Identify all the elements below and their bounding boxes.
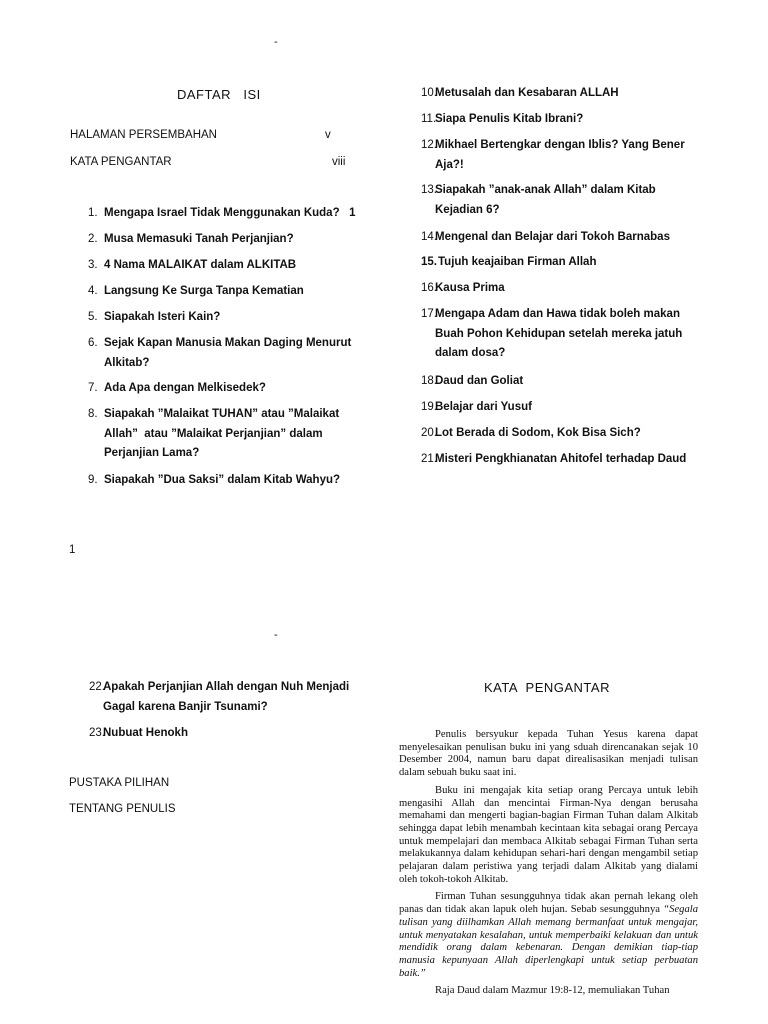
front-matter-entry[interactable] xyxy=(70,156,172,168)
foreword-paragraph: Penulis bersyukur kepada Tuhan Yesus karena dapat menyelesaikan penulisan buku ini yang sduah direncanakan sejak 10 Desember 2004, namun baru dapat direalisasikan menjadi tulisan dalam sebuah buku saat ini. xyxy=(399,729,698,779)
toc-item-number: 1. xyxy=(88,207,98,219)
toc-item-title-line: Mikhael Bertengkar dengan Iblis? Yang Bener xyxy=(435,139,685,151)
toc-item-number: 22. xyxy=(89,681,105,693)
toc-item-title: Langsung Ke Surga Tanpa Kematian xyxy=(104,285,304,297)
toc-item-number: 10. xyxy=(421,87,437,99)
toc-item-title: Siapakah ”Dua Saksi” dalam Kitab Wahyu? xyxy=(104,474,341,486)
toc-item-title: Ada Apa dengan Melkisedek? xyxy=(104,382,266,394)
page1-dash: - xyxy=(274,36,278,48)
foreword-paragraph: Raja Daud dalam Mazmur 19:8-12, memuliakan Tuhan xyxy=(435,985,670,997)
back-matter-entry[interactable]: TENTANG PENULIS xyxy=(69,803,176,815)
foreword-paragraph: Buku ini mengajak kita setiap orang Percaya untuk lebih mengasihi Allah dan mencintai Firman-Nya dengan berusaha memahami dan mengerti bagian-bagian Firman Tuhan dalam Alkitab sehingga dapat lebih menambah kecintaan kita sebagai orang Percaya untuk mempelajari dan membaca Alkitab sebagai Firman Tuhan serta melakukannya dalam kehidupan sehari-hari dengan mengambil setiap pelajaran dalam peristiwa yang terjadi dalam Alkitab yang dialami oleh tokoh-tokoh Alkitab. xyxy=(399,784,698,885)
foreword-paragraph xyxy=(399,891,698,980)
toc-item-number: 2. xyxy=(88,233,98,245)
toc-item-title-line: Gagal karena Banjir Tsunami? xyxy=(103,700,268,713)
toc-item-number: 13. xyxy=(421,184,437,196)
front-matter-entry[interactable] xyxy=(70,129,217,141)
toc-title: DAFTAR ISI xyxy=(177,87,261,102)
toc-item-title-line: Sejak Kapan Manusia Makan Daging Menurut xyxy=(104,337,352,349)
toc-item-title-line: Mengapa Adam dan Hawa tidak boleh makan xyxy=(435,308,680,320)
toc-item-title-line: Perjanjian Lama? xyxy=(104,447,200,459)
toc-item-title: Musa Memasuki Tanah Perjanjian? xyxy=(104,233,294,245)
page2-dash: - xyxy=(274,629,278,641)
toc-item-title-line: Allah” atau ”Malaikat Perjanjian” dalam xyxy=(104,427,323,440)
toc-item-number: 17. xyxy=(421,308,437,320)
toc-item-number: 16. xyxy=(421,282,437,294)
toc-item-number: 12. xyxy=(421,139,437,151)
toc-item-title: Misteri Pengkhianatan Ahitofel terhadap Daud xyxy=(435,453,687,465)
toc-item-title-line: Siapakah ”Malaikat TUHAN” atau ”Malaikat xyxy=(104,408,340,420)
toc-item-title: Siapa Penulis Kitab Ibrani? xyxy=(435,113,584,125)
toc-item-number: 18. xyxy=(421,375,437,387)
toc-item-number: 15. xyxy=(421,256,437,268)
toc-item-number: 3. xyxy=(88,259,98,271)
toc-item-title: Lot Berada di Sodom, Kok Bisa Sich? xyxy=(435,427,641,439)
toc-item-number: 9. xyxy=(88,474,98,486)
toc-item-title: Mengenal dan Belajar dari Tokoh Barnabas xyxy=(435,231,670,243)
toc-item-title: Tujuh keajaiban Firman Allah xyxy=(438,256,597,268)
toc-item-number: 8. xyxy=(88,408,98,420)
toc-item-title: Siapakah Isteri Kain? xyxy=(104,311,221,323)
toc-item-title: Daud dan Goliat xyxy=(435,375,524,387)
foreword-title: KATA PENGANTAR xyxy=(484,680,610,695)
toc-item-number: 4. xyxy=(88,285,98,297)
toc-item-title: Belajar dari Yusuf xyxy=(435,401,532,413)
toc-item-title-line: dalam dosa? xyxy=(435,347,506,359)
toc-item-number: 20. xyxy=(421,427,437,439)
toc-item-number: 21. xyxy=(421,453,437,465)
toc-item-title-line: Aja?! xyxy=(435,158,464,171)
toc-item-number: 7. xyxy=(88,382,98,394)
toc-item-number: 11. xyxy=(421,113,437,125)
toc-item-title: Kausa Prima xyxy=(435,282,505,294)
toc-item-number: 6. xyxy=(88,337,98,349)
toc-item-title: Nubuat Henokh xyxy=(103,727,188,739)
front-matter-label: KATA PENGANTAR xyxy=(70,156,172,168)
foreword-body xyxy=(399,729,698,1024)
toc-item-title: Metusalah dan Kesabaran ALLAH xyxy=(435,87,619,99)
toc-item-title-line: Buah Pohon Kehidupan setelah mereka jatuh xyxy=(435,327,683,340)
front-matter-label: HALAMAN PERSEMBAHAN xyxy=(70,129,217,141)
page-number: 1 xyxy=(69,544,76,556)
toc-item-number: 23. xyxy=(89,727,105,739)
toc-item-title-line: Alkitab? xyxy=(104,356,150,369)
toc-item-title-line: Kejadian 6? xyxy=(435,203,500,216)
toc-item-title-line: Siapakah ”anak-anak Allah” dalam Kitab xyxy=(435,184,656,196)
toc-item-number: 5. xyxy=(88,311,98,323)
toc-item-title-line: Apakah Perjanjian Allah dengan Nuh Menjadi xyxy=(103,681,350,693)
toc-item-title: 4 Nama MALAIKAT dalam ALKITAB xyxy=(104,259,297,271)
toc-item-title: Mengapa Israel Tidak Menggunakan Kuda? 1 xyxy=(104,207,356,219)
toc-item-number: 19. xyxy=(421,401,437,413)
scripture-quote: “Segala tulisan yang diilhamkan Allah memang bermanfaat untuk mengajar, untuk menyatakan kesalahan, untuk memperbaiki kelakuan dan untuk mendidik orang dalam kebenaran. Dengan demikian tiap-tiap manusia kepunyaan Allah diperlengkapi untuk setiap perbuatan baik.” xyxy=(399,904,698,979)
toc-item-number: 14. xyxy=(421,231,437,243)
back-matter-entry[interactable]: PUSTAKA PILIHAN xyxy=(69,777,170,789)
foreword-lead-text: Firman Tuhan sesungguhnya tidak akan pernah lekang oleh panas dan tidak akan lapuk oleh hujan. Sebab sesungguhnya xyxy=(399,891,698,916)
front-matter-page: v xyxy=(325,129,331,141)
front-matter-page: viii xyxy=(332,156,346,168)
